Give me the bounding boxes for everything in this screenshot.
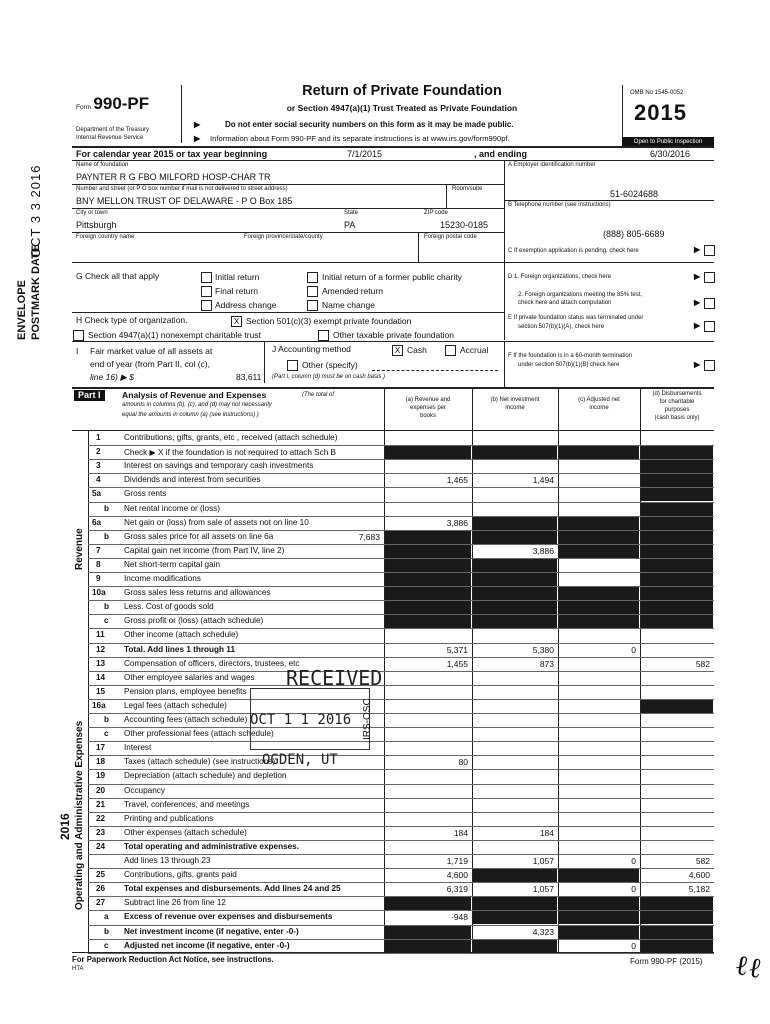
row-label: Depreciation (attach schedule) and depletion	[124, 771, 287, 781]
postal-label: Foreign postal code	[424, 234, 477, 240]
row-divider	[88, 953, 714, 954]
zip-code: 15230-0185	[440, 220, 489, 230]
cell-col-b: 1,057	[532, 884, 554, 895]
cell-col-b: 1,057	[532, 856, 554, 866]
row-label: Less. Cost of goods sold	[124, 602, 214, 612]
row-number: 18	[96, 757, 106, 767]
row-number: a	[104, 912, 109, 922]
cell-col-a: 80	[458, 757, 468, 768]
row-number: 15	[96, 686, 106, 696]
initial-return-label: Initial return	[215, 272, 260, 282]
sixty-month-label-1: F If the foundation is in a 60-month termination	[508, 353, 633, 359]
accrual-checkbox[interactable]	[445, 345, 456, 356]
row-divider	[88, 473, 714, 474]
initial-return-checkbox[interactable]	[201, 272, 212, 283]
open-public-badge: Open to Public Inspection	[622, 137, 714, 147]
final-return-checkbox[interactable]	[201, 286, 212, 297]
shaded-cell	[641, 573, 713, 586]
row-label: Subtract line 26 from line 12	[124, 898, 226, 908]
shaded-cell	[473, 531, 557, 544]
shaded-cell	[559, 587, 639, 600]
cell-col-b: 3,886	[532, 545, 554, 556]
footer-form: Form 990-PF (2015)	[630, 957, 703, 966]
row-label: Excess of revenue over expenses and disbursements	[124, 912, 333, 922]
row-label: Legal fees (attach schedule)	[124, 700, 227, 710]
foreign-org-checkbox[interactable]	[704, 272, 715, 283]
room-label: Room/suite	[452, 186, 483, 192]
shaded-cell	[641, 545, 713, 558]
shaded-cell	[641, 926, 713, 939]
calendar-label: For calendar year 2015 or tax year beginning	[76, 149, 268, 159]
row-number: 17	[96, 743, 106, 753]
row-number: b	[104, 531, 110, 541]
shaded-cell	[385, 587, 471, 600]
footer-paperwork: For Paperwork Reduction Act Notice, see instructions.	[72, 955, 274, 964]
row-number: 22	[96, 813, 106, 823]
sixty-month-checkbox[interactable]	[704, 360, 715, 371]
cell-col-d: 4,600	[688, 870, 710, 881]
shaded-cell	[473, 869, 557, 882]
row-number: c	[104, 729, 109, 739]
shaded-cell	[641, 559, 713, 572]
envelope-stamp: ENVELOPE	[16, 280, 28, 340]
row-label: Capital gain net income (from Part IV, line 2)	[124, 545, 285, 555]
ogden-stamp: OGDEN, UT	[262, 752, 338, 768]
received-date-stamp: OCT 1 1 2016	[250, 712, 352, 728]
row-label: Other income (attach schedule)	[124, 630, 239, 640]
shaded-cell	[641, 446, 713, 459]
shaded-cell	[559, 446, 639, 459]
row-label: Gross profit or (loss) (attach schedule)	[124, 616, 264, 626]
other-taxable-checkbox[interactable]	[318, 330, 329, 341]
cell-col-c: 0	[631, 644, 636, 655]
cell-col-b: 184	[539, 827, 554, 838]
expenses-side-label: Operating and Administrative Expenses	[74, 720, 85, 910]
notice-ssn: Do not enter social security numbers on this form as it may be made public.	[225, 120, 514, 129]
shaded-cell	[559, 517, 639, 530]
other-method-checkbox[interactable]	[287, 360, 298, 371]
part1-desc3: equal the amounts in column (a) (see instructions) )	[122, 412, 259, 418]
shaded-cell	[473, 517, 557, 530]
row-divider	[88, 840, 714, 841]
row-number: 26	[96, 884, 106, 894]
fmv-line3: line 16) ▶ $	[90, 372, 134, 382]
row-divider	[88, 812, 714, 813]
city-label: City or town	[76, 210, 108, 216]
amended-return-label: Amended return	[322, 286, 383, 296]
foreign-85-checkbox[interactable]	[704, 298, 715, 309]
tax-year: 2015	[634, 100, 687, 125]
name-change-checkbox[interactable]	[307, 300, 318, 311]
shaded-cell	[385, 573, 471, 586]
shaded-cell	[385, 559, 471, 572]
part1-desc2: amounts in columns (b), (c), and (d) may not necessarily	[122, 402, 272, 408]
phone-label: B Telephone number (see instructions)	[508, 202, 611, 208]
row-divider	[88, 459, 714, 460]
row-number: 19	[96, 771, 106, 781]
row-number: 13	[96, 658, 106, 668]
zip-label: ZIP code	[424, 210, 448, 216]
scanned-year-stamp: 2016	[58, 813, 72, 840]
final-return-label: Final return	[215, 286, 258, 296]
sec501c3-checkbox[interactable]: X	[231, 316, 242, 327]
shaded-cell	[641, 460, 713, 473]
section-h-label: H Check type of organization.	[76, 315, 188, 325]
row-label: Total. Add lines 1 through 11	[124, 644, 235, 654]
row-label: Printing and publications	[124, 813, 214, 823]
other-method-label: Other (specify)	[302, 360, 358, 370]
cell-col-a: 3,886	[446, 517, 468, 528]
row-divider	[88, 671, 714, 672]
row-label: Net rental income or (loss)	[124, 503, 221, 513]
cell-col-c: 0	[631, 940, 636, 951]
shaded-cell	[385, 446, 471, 459]
cell-col-a: 1,719	[446, 856, 468, 866]
row-number: 1	[96, 433, 101, 442]
row-number: 3	[96, 461, 101, 471]
row-number: 5a	[92, 489, 102, 499]
row-label: Travel, conferences, and meetings	[124, 799, 250, 809]
amended-return-checkbox[interactable]	[307, 286, 318, 297]
shaded-cell	[473, 601, 557, 614]
section-g-label: G Check all that apply	[76, 271, 160, 281]
row-number: 21	[96, 799, 106, 809]
row-label: Income modifications	[124, 574, 201, 583]
row-label: Other expenses (attach schedule)	[124, 827, 247, 837]
form-title: Return of Private Foundation	[302, 83, 502, 99]
cell-col-a: 1,455	[446, 658, 468, 669]
row-divider	[88, 713, 714, 714]
shaded-cell	[385, 615, 471, 628]
part1-desc1: (The total of	[302, 392, 335, 398]
dept-line2: Internal Revenue Service	[76, 135, 144, 141]
other-taxable-label: Other taxable private foundation	[333, 330, 454, 340]
shaded-cell	[473, 587, 557, 600]
row-divider	[88, 784, 714, 785]
ein: 51-6024688	[610, 189, 659, 199]
row-label: Other professional fees (attach schedule)	[124, 729, 274, 739]
row-number: 16a	[92, 700, 106, 710]
row-number: 2	[96, 447, 101, 457]
row-label: Other employee salaries and wages	[124, 672, 255, 682]
cash-basis-note: (Part I, column (d) must be on cash basis )	[272, 374, 386, 380]
row-label: Taxes (attach schedule) (see instructions)	[124, 757, 276, 767]
initial-former-charity-label: Initial return of a former public charity	[322, 272, 462, 282]
row-label: Dividends and interest from securities	[124, 475, 261, 485]
state-label: State	[344, 210, 359, 216]
fmv-line2: end of year (from Part II, col (c),	[90, 359, 210, 369]
shaded-cell	[473, 940, 557, 953]
shaded-cell	[473, 446, 557, 459]
shaded-cell	[641, 897, 713, 910]
shaded-cell	[641, 615, 713, 628]
cell-col-a: 184	[453, 827, 468, 838]
row-number: c	[104, 616, 109, 626]
col-a-header: (a) Revenue and expenses per books	[405, 397, 451, 419]
row-label: Accounting fees (attach schedule)	[124, 715, 248, 724]
row-divider	[88, 755, 714, 756]
cell-col-a: 4,600	[446, 870, 468, 881]
accrual-label: Accrual	[460, 345, 489, 355]
row-number: 25	[96, 870, 106, 880]
row-number: c	[104, 940, 109, 950]
exemption-pending-label: C If exemption application is pending, check here	[508, 248, 639, 254]
notice-info: Information about Form 990-PF and its separate instructions is at www.irs.gov/form990pf.	[210, 134, 510, 143]
row-label: Add lines 13 through 23	[124, 856, 211, 865]
form-subtitle: or Section 4947(a)(1) Trust Treated as Private Foundation	[286, 103, 518, 113]
row-divider	[88, 699, 714, 700]
initial-former-charity-checkbox[interactable]	[307, 272, 318, 283]
row-label: Interest on savings and temporary cash investments	[124, 461, 314, 471]
row-divider	[88, 798, 714, 799]
terminated-checkbox[interactable]	[704, 321, 715, 332]
shaded-cell	[559, 897, 639, 910]
shaded-cell	[473, 911, 557, 924]
shaded-cell	[559, 911, 639, 924]
sec4947-label: Section 4947(a)(1) nonexempt charitable trust	[88, 330, 261, 340]
row-number: 12	[96, 644, 106, 654]
address-change-checkbox[interactable]	[201, 300, 212, 311]
row-divider	[88, 487, 714, 488]
row-label: Contributions, gifts, grants paid	[124, 870, 237, 880]
tax-year-end: 6/30/2016	[650, 149, 691, 159]
foreign-85-label-1: 2. Foreign organizations meeting the 85% test,	[518, 292, 643, 298]
col-b-header: (b) Net investment income	[490, 397, 540, 411]
sec501c3-label: Section 501(c)(3) exempt private foundation	[246, 316, 412, 326]
footer-hta: HTA	[72, 966, 84, 972]
row-number: 4	[96, 475, 101, 485]
row-label: Pension plans, employee benefits	[124, 686, 247, 696]
cash-checkbox[interactable]: X	[392, 345, 403, 356]
country-label: Foreign country name	[76, 234, 135, 240]
phone: (888) 805-6689	[603, 229, 665, 239]
shaded-cell	[641, 587, 713, 600]
cell-col-a: 6,319	[446, 884, 468, 895]
fmv-value: 83,611	[236, 372, 262, 382]
tax-year-begin: 7/1/2015	[347, 149, 383, 159]
row-label: Net investment income (if negative, enter -0-)	[124, 926, 299, 936]
shaded-cell	[559, 545, 639, 558]
shaded-cell	[641, 940, 713, 953]
state: PA	[344, 220, 356, 230]
row-label: Occupancy	[124, 785, 165, 795]
row-number: b	[104, 926, 110, 936]
row-divider	[88, 628, 714, 629]
received-stamp-box	[250, 688, 370, 750]
cell-col-a: 1,465	[446, 475, 468, 486]
cell-col-b: 5,380	[532, 644, 554, 655]
row-label: Compensation of officers, directors, trustees, etc	[124, 658, 300, 668]
cell-col-a: -948	[450, 912, 468, 923]
row-number: b	[104, 715, 110, 724]
cell-col-a: 5,371	[446, 644, 468, 655]
row-number: 8	[96, 559, 101, 569]
shaded-cell	[385, 545, 471, 558]
row-number: 20	[96, 785, 106, 795]
shaded-cell	[641, 503, 713, 516]
shaded-cell	[473, 559, 557, 572]
row-divider	[88, 502, 714, 503]
part1-title: Analysis of Revenue and Expenses	[122, 390, 267, 400]
row-label: Adjusted net income (if negative, enter -0-)	[124, 940, 290, 950]
row-divider	[88, 769, 714, 770]
shaded-cell	[559, 615, 639, 628]
shaded-cell	[641, 700, 713, 713]
shaded-cell	[385, 601, 471, 614]
foundation-name-label: Name of foundation	[76, 162, 129, 168]
postmark-stamp: POSTMARK DATE	[30, 244, 42, 340]
foreign-org-label: D 1. Foreign organizations, check here	[508, 274, 612, 280]
row-label: Interest	[124, 743, 152, 753]
shaded-cell	[641, 488, 713, 501]
row-number: 6a	[92, 517, 102, 527]
handwritten-initials: ℓℓ	[732, 947, 765, 986]
col-d-header: (d) Disbursements for charitable purposes (cash basis only)	[652, 391, 702, 421]
col-c-header: (c) Adjusted net income	[578, 397, 620, 411]
row-divider	[88, 643, 714, 644]
shaded-cell	[473, 573, 557, 586]
province-label: Foreign province/state/county	[244, 234, 323, 240]
inline-amount: 7,683	[358, 531, 380, 542]
row-number: 27	[96, 898, 106, 908]
exemption-pending-checkbox[interactable]	[704, 245, 715, 256]
fmv-line1: Fair market value of all assets at	[90, 346, 213, 356]
shaded-cell	[559, 601, 639, 614]
dept-line1: Department of the Treasury	[76, 127, 150, 133]
form-number: 990-PF	[93, 94, 150, 113]
shaded-cell	[473, 615, 557, 628]
shaded-cell	[641, 474, 713, 487]
ein-label: A Employer identification number	[508, 162, 596, 168]
row-divider	[88, 826, 714, 827]
row-number: b	[104, 602, 110, 612]
row-number: 9	[96, 574, 101, 583]
foreign-85-label-2: check here and attach computation	[518, 300, 612, 306]
and-ending-label: , and ending	[474, 149, 527, 159]
row-divider	[88, 727, 714, 728]
address-change-label: Address change	[215, 300, 277, 310]
row-divider	[88, 685, 714, 686]
shaded-cell	[559, 869, 639, 882]
shaded-cell	[385, 897, 471, 910]
sec4947-checkbox[interactable]	[73, 330, 84, 341]
sixty-month-label-2: under section 507(b)(1)(B) check here	[518, 362, 620, 368]
row-label: Check ▶ X if the foundation is not required to attach Sch B	[124, 448, 337, 458]
omb-number: OMB No 1545-0052	[630, 90, 684, 96]
row-label: Total expenses and disbursements. Add lines 24 and 25	[124, 884, 341, 894]
cell-col-d: 582	[695, 658, 710, 669]
row-divider	[88, 854, 714, 855]
row-number: 11	[96, 630, 105, 640]
terminated-label-1: E If private foundation status was terminated under	[508, 315, 644, 321]
row-label: Gross rents	[124, 489, 167, 499]
irs-osc-stamp: IRS-OSC	[362, 698, 373, 740]
cell-col-d: 5,182	[688, 884, 710, 895]
accounting-method-label: J Accounting method	[272, 344, 351, 354]
cell-col-d: 582	[695, 856, 710, 866]
cell-col-b: 873	[539, 658, 554, 669]
street-label: Number and street (or P O box number if mail is not delivered to street address)	[76, 186, 288, 192]
shaded-cell	[559, 926, 639, 939]
row-number: 24	[96, 841, 106, 851]
cell-col-b: 1,494	[532, 475, 554, 486]
row-number: 10a	[92, 588, 106, 598]
city: Pittsburgh	[76, 220, 117, 230]
received-stamp: RECEIVED	[286, 666, 383, 690]
postmark-date-stamp: OCT 3 3 2016	[28, 164, 43, 258]
row-label: Contributions, gifts, grants, etc , received (attach schedule)	[124, 433, 338, 442]
row-label: Gross sales price for all assets on line 6a	[124, 531, 274, 541]
row-divider	[88, 882, 714, 883]
shaded-cell	[559, 531, 639, 544]
part1-tag: Part I	[74, 390, 105, 401]
row-label: Net short-term capital gain	[124, 559, 221, 569]
row-label: Net gain or (loss) from sale of assets not on line 10	[124, 517, 309, 527]
shaded-cell	[385, 940, 471, 953]
cell-col-c: 0	[631, 884, 636, 895]
cell-col-b: 4,323	[532, 926, 554, 937]
street-address: BNY MELLON TRUST OF DELAWARE - P O Box 185	[76, 196, 293, 206]
shaded-cell	[641, 531, 713, 544]
form-prefix: Form	[76, 104, 92, 111]
row-number: 7	[96, 545, 101, 555]
row-number: b	[104, 503, 110, 513]
row-divider	[88, 741, 714, 742]
row-number: 14	[96, 672, 106, 682]
row-number: 23	[96, 827, 106, 837]
shaded-cell	[473, 897, 557, 910]
form-number-block	[76, 94, 149, 114]
shaded-cell	[641, 601, 713, 614]
foundation-name: PAYNTER R G FBO MILFORD HOSP-CHAR TR	[76, 172, 271, 182]
cell-col-c: 0	[631, 856, 636, 866]
revenue-side-label: Revenue	[74, 528, 85, 570]
shaded-cell	[385, 531, 471, 544]
row-divider	[88, 657, 714, 658]
terminated-label-2: section 507(b)(1)(A), check here	[518, 324, 605, 330]
row-label: Total operating and administrative expenses.	[124, 841, 300, 851]
shaded-cell	[641, 517, 713, 530]
cash-label: Cash	[407, 345, 427, 355]
name-change-label: Name change	[322, 300, 375, 310]
shaded-cell	[641, 911, 713, 924]
row-label: Gross sales less returns and allowances	[124, 588, 271, 598]
shaded-cell	[385, 926, 471, 939]
